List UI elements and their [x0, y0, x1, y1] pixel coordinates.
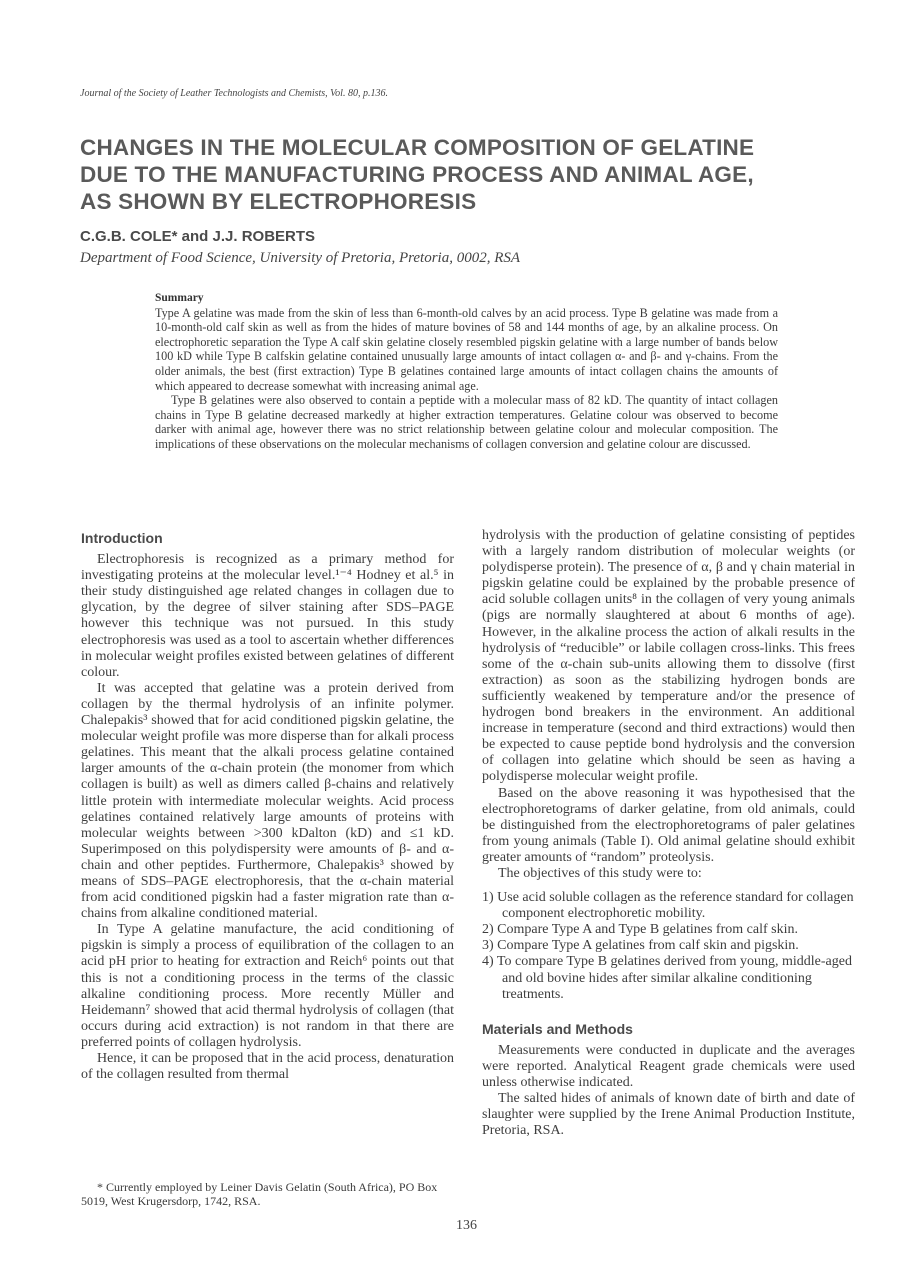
- footnote-text: * Currently employed by Leiner Davis Gelatin (South Africa), PO Box 5019, West Krugersdorp, 1742, RSA.: [81, 1180, 438, 1208]
- objectives-list: [482, 890, 855, 1003]
- summary-paragraph: Type A gelatine was made from the skin of less than 6-month-old calves by an acid process. Type B gelatine was made from a 10-month-old calf skin as well as from the hides of mature bovines of 58 and 144 months of age, by an alkaline process. On electrophoretic separation the Type A calf skin gelatine closely resembled pigskin gelatine with a large number of bands below 100 kD while Type B calfskin gelatine contained unusually large amounts of intact collagen α- and β- and γ-chains. From the older animals, the best (first extraction) Type B gelatines contained large amounts of intact collagen chains the amounts of which appeared to decrease somewhat with increasing animal age.: [155, 305, 778, 393]
- article-title: [80, 134, 870, 215]
- introduction-heading: Introduction: [81, 530, 163, 546]
- affiliation: Department of Food Science, University of Pretoria, Pretoria, 0002, RSA: [80, 250, 521, 266]
- objective-item: 1) Use acid soluble collagen as the reference standard for collagen component electrophoretic mobility.: [482, 890, 854, 922]
- objective-item: 4) To compare Type B gelatines derived from young, middle-aged and old bovine hides after similar alkaline conditioning treatments.: [482, 954, 852, 1002]
- body-paragraph: In Type A gelatine manufacture, the acid conditioning of pigskin is simply a process of equilibration of the collagen to an acid pH prior to heating for extraction and Reich⁶ points out that this is not a conditioning process in the terms of the classic alkaline conditioning process. More recently Müller and Heidemann⁷ showed that acid thermal hydrolysis of collagen (that occurs during acid extraction) is not random in that there are preferred points of collagen hydrolysis.: [81, 922, 454, 1050]
- body-paragraph: Hence, it can be proposed that in the acid process, denaturation of the collagen resulted from thermal: [81, 1051, 454, 1083]
- objective-item: 3) Compare Type A gelatines from calf skin and pigskin.: [482, 938, 799, 954]
- right-column: [482, 528, 855, 1139]
- body-paragraph: Based on the above reasoning it was hypothesised that the electrophoretograms of darker gelatine, from old animals, could be distinguished from the electrophoretograms of paler gelatines from young animals (Table I). Old animal gelatine should exhibit greater amounts of “random” proteolysis.: [482, 785, 855, 865]
- summary-paragraph: Type B gelatines were also observed to contain a peptide with a molecular mass of 82 kD. The quantity of intact collagen chains in Type B gelatine decreased markedly at higher extraction temperatures. Gelatine colour was observed to become darker with animal age, however there was no strict relationship between gelatine colour and molecular composition. The implications of these observations on the molecular mechanisms of collagen conversion and gelatine colour are discussed.: [155, 393, 778, 451]
- journal-citation: Journal of the Society of Leather Technologists and Chemists, Vol. 80, p.136.: [80, 88, 388, 99]
- body-paragraph: Measurements were conducted in duplicate and the averages were reported. Analytical Reagent grade chemicals were used unless otherwise indicated.: [482, 1042, 855, 1090]
- authors: C.G.B. COLE* and J.J. ROBERTS: [80, 228, 316, 245]
- footnote: [81, 1180, 451, 1208]
- materials-methods-heading: Materials and Methods: [482, 1020, 633, 1037]
- objective-item: 2) Compare Type A and Type B gelatines from calf skin.: [482, 922, 798, 938]
- body-paragraph: Electrophoresis is recognized as a primary method for investigating proteins at the molecular level.¹⁻⁴ Hodney et al.⁵ in their study distinguished age related changes in collagen due to glycation, by the degree of silver staining after SDS–PAGE however this technique was not pursued. In this study electrophoresis was used as a tool to ascertain whether differences in molecular weight profiles existed between gelatines of different colour.: [81, 552, 454, 680]
- page-number: 136: [456, 1218, 477, 1233]
- summary-heading: Summary: [155, 292, 204, 304]
- title-line: AS SHOWN BY ELECTROPHORESIS: [80, 189, 477, 214]
- left-column: [81, 530, 454, 1083]
- body-paragraph: It was accepted that gelatine was a protein derived from collagen by the thermal hydrolysis of an infinite polymer. Chalepakis³ showed that for acid conditioned pigskin gelatine, the molecular weight profile was more disperse than for alkali process gelatines. This meant that the alkali process gelatine contained larger amounts of the α-chain protein (the monomer from which collagen is built) as well as dimers called β-chains and relatively little protein with intermediate molecular weights. Acid process gelatines contained relatively large amounts of proteins with molecular weights between >300 kDalton (kD) and ≤1 kD. Superimposed on this polydispersity were amounts of β- and α-chain and other peptides. Furthermore, Chalepakis³ showed by means of SDS–PAGE electrophoresis, that the α-chain material from acid conditioned pigskin had a faster migration rate than α-chains from alkaline conditioned material.: [81, 680, 454, 922]
- body-paragraph: The objectives of this study were to:: [498, 865, 702, 881]
- body-paragraph: The salted hides of animals of known date of birth and date of slaughter were supplied by the Irene Animal Production Institute, Pretoria, RSA.: [482, 1091, 855, 1139]
- title-line: DUE TO THE MANUFACTURING PROCESS AND ANIMAL AGE,: [80, 162, 754, 187]
- summary-block: [155, 291, 778, 452]
- title-line: CHANGES IN THE MOLECULAR COMPOSITION OF GELATINE: [80, 135, 755, 160]
- body-paragraph: hydrolysis with the production of gelatine consisting of peptides with a largely random distribution of molecular weights (or polydisperse protein). The presence of α, β and γ chain material in pigskin gelatine could be explained by the probable presence of acid soluble collagen units⁸ in the collagen of very young animals (pigs are normally slaughtered at about 6 months of age). However, in the alkaline process the action of alkali results in the hydrolysis of “reducible” or labile collagen cross-links. This frees some of the α-chain sub-units allowing them to dissolve (first extraction) as soon as the stabilizing hydrogen bonds are sufficiently weakened by temperature and/or the presence of hydrogen bond breakers in the environment. An additional increase in temperature (second and third extractions) would then be expected to cause peptide bond hydrolysis and the conversion of collagen into gelatine which should be seen as having a polydisperse molecular weight profile.: [482, 528, 855, 785]
